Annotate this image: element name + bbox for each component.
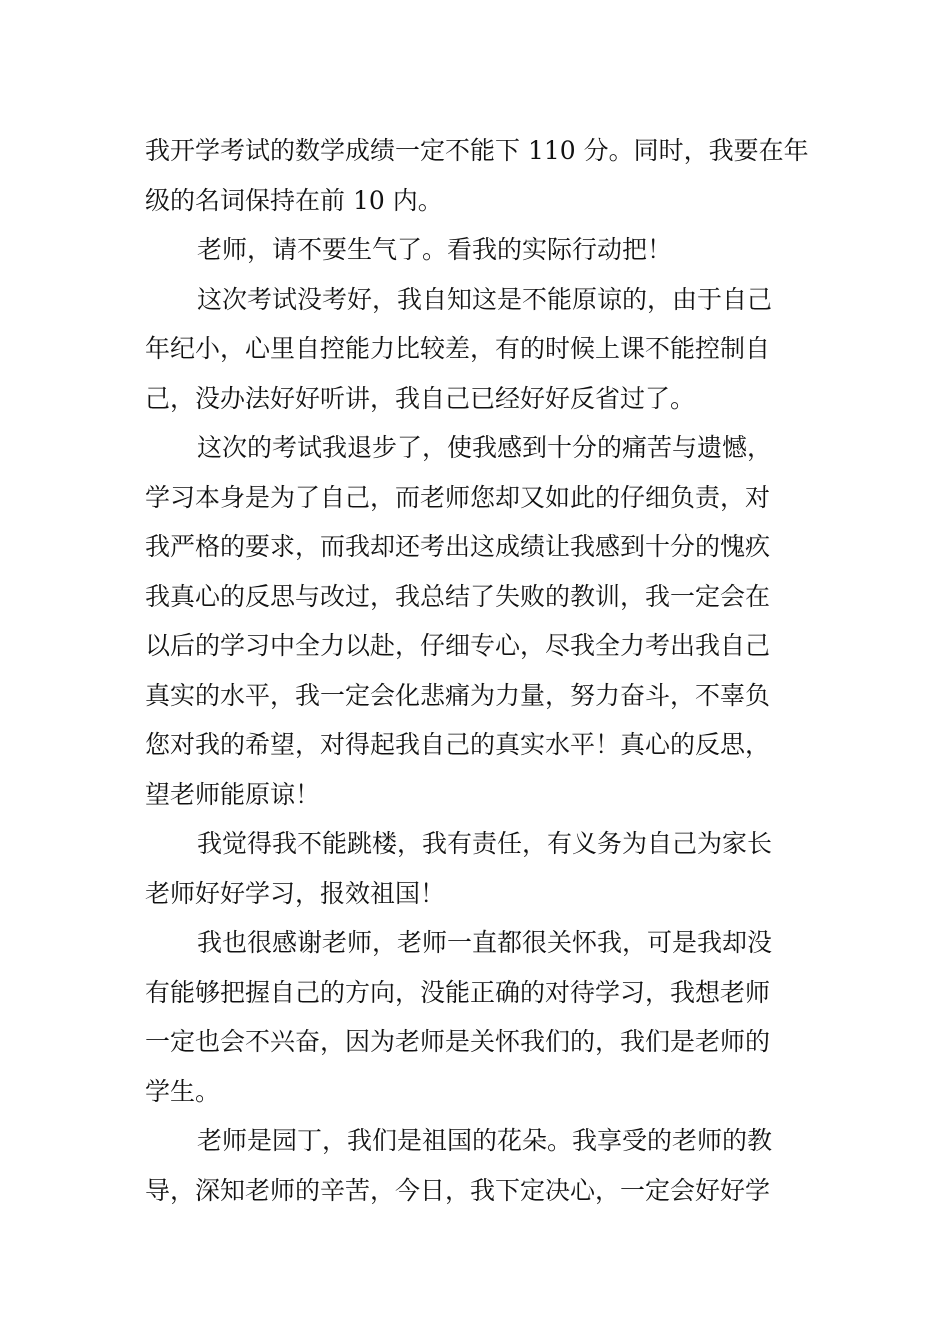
text-line-21: 老师是园丁，我们是祖国的花朵。我享受的老师的教 (197, 1126, 773, 1155)
text-line-9: 我严格的要求，而我却还考出这成绩让我感到十分的愧疚 (145, 532, 771, 561)
text-line-1: 我开学考试的数学成绩一定不能下 110 分。同时，我要在年 (145, 136, 809, 165)
text-line-14: 望老师能原谅！ (145, 779, 321, 809)
document-body (145, 126, 810, 1215)
text-line-5: 年纪小，心里自控能力比较差，有的时候上课不能控制自 (145, 334, 771, 363)
text-line-3: 老师，请不要生气了。看我的实际行动把！ (197, 235, 673, 264)
text-line-8: 学习本身是为了自己，而老师您却又如此的仔细负责，对 (145, 482, 771, 512)
text-line-22: 导，深知老师的辛苦，今日，我下定决心，一定会好好学 (145, 1175, 771, 1205)
text-line-12: 真实的水平，我一定会化悲痛为力量，努力奋斗，不辜负 (145, 680, 771, 710)
text-line-20: 学生。 (145, 1076, 221, 1106)
text-line-2: 级的名词保持在前 10 内。 (145, 185, 443, 215)
text-line-15: 我觉得我不能跳楼，我有责任，有义务为自己为家长 (197, 829, 773, 858)
text-line-7: 这次的考试我退步了，使我感到十分的痛苦与遗憾， (197, 433, 773, 462)
text-line-13: 您对我的希望，对得起我自己的真实水平！真心的反思， (145, 730, 771, 759)
text-line-11: 以后的学习中全力以赴，仔细专心，尽我全力考出我自己 (145, 631, 771, 660)
text-line-6: 己，没办法好好听讲，我自己已经好好反省过了。 (145, 383, 696, 413)
text-line-4: 这次考试没考好，我自知这是不能原谅的，由于自己 (197, 284, 773, 314)
text-line-10: 我真心的反思与改过，我总结了失败的教训，我一定会在 (145, 581, 771, 611)
text-line-16: 老师好好学习，报效祖国！ (145, 878, 446, 908)
text-line-19: 一定也会不兴奋，因为老师是关怀我们的，我们是老师的 (145, 1027, 771, 1056)
text-line-17: 我也很感谢老师，老师一直都很关怀我，可是我却没 (197, 928, 773, 957)
text-line-18: 有能够把握自己的方向，没能正确的对待学习，我想老师 (145, 977, 771, 1007)
